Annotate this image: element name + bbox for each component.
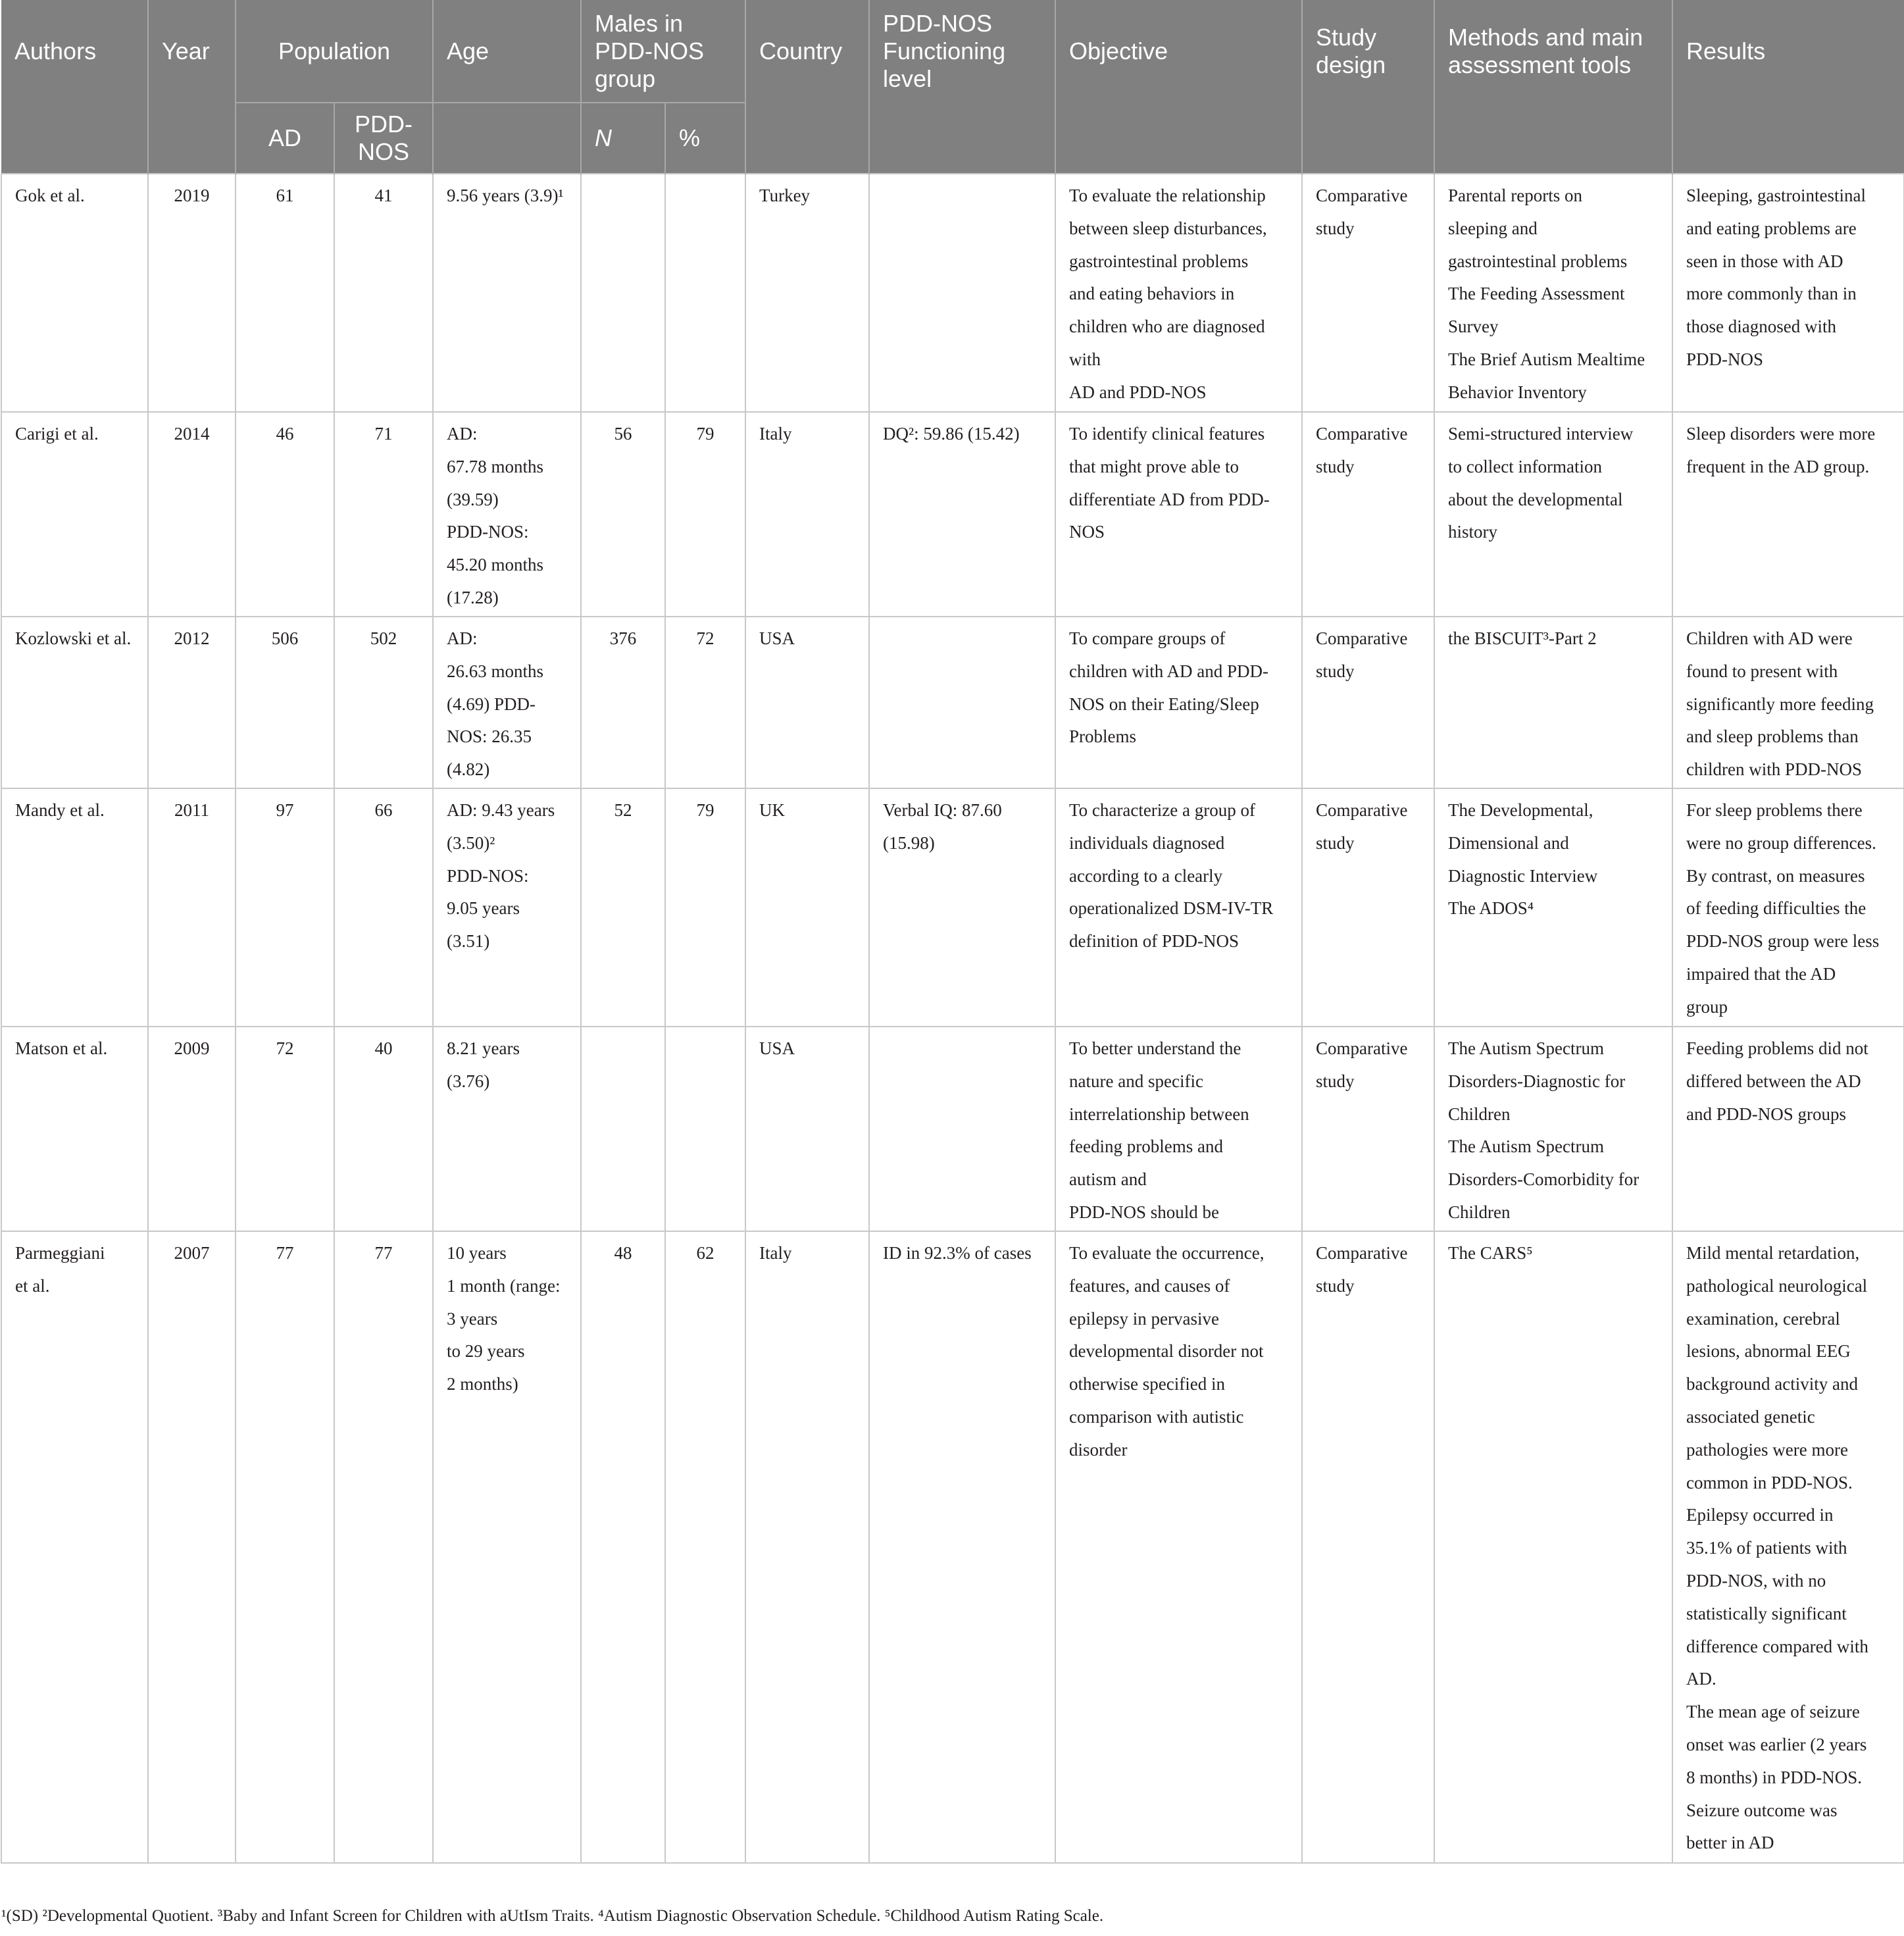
header-authors-box — [14, 0, 141, 103]
header-year-label: Year — [162, 38, 210, 64]
cell-country: UK — [745, 788, 869, 1027]
cell-population-ad: 61 — [236, 174, 334, 412]
cell-methods: Semi-structured interview to collect information about the developmental history — [1434, 412, 1672, 617]
header-country — [745, 0, 869, 174]
table-footnote: ¹(SD) ²Developmental Quotient. ³Baby and Infant Screen for Children with aUtIsm Traits. ⁴Autism Diagnostic Observation Schedule. ⁵Childhood Autism Rating Scale. — [1, 1907, 1104, 1925]
header-year — [148, 0, 236, 174]
header-functioning-label: PDD-NOS Functioning level — [883, 10, 1006, 92]
header-functioning — [869, 0, 1055, 174]
header-year-box — [162, 0, 228, 103]
cell-males-n: 376 — [581, 617, 665, 788]
header-row-primary — [1, 0, 1904, 103]
header-results-box — [1686, 0, 1897, 103]
cell-males-n: 48 — [581, 1231, 665, 1863]
cell-authors: Kozlowski et al. — [1, 617, 148, 788]
header-results-label: Results — [1686, 38, 1766, 64]
table-row — [1, 1231, 1904, 1863]
cell-males-pct: 72 — [665, 617, 745, 788]
cell-authors: Carigi et al. — [1, 412, 148, 617]
header-males: Males in PDD-NOS group — [581, 0, 745, 103]
cell-age: 9.56 years (3.9)¹ — [433, 174, 581, 412]
cell-males-pct: 79 — [665, 412, 745, 617]
cell-year: 2012 — [148, 617, 236, 788]
header-population: Population — [236, 0, 433, 103]
cell-males-pct: 79 — [665, 788, 745, 1027]
cell-country: Italy — [745, 1231, 869, 1863]
header-methods-label: Methods and main assessment tools — [1448, 24, 1643, 78]
cell-year: 2014 — [148, 412, 236, 617]
header-age: Age — [433, 0, 581, 103]
cell-methods: The Autism Spectrum Disorders-Diagnostic for Children The Autism Spectrum Disorders-Comorbidity for Children — [1434, 1027, 1672, 1231]
cell-authors: Parmeggiani et al. — [1, 1231, 148, 1863]
cell-authors: Gok et al. — [1, 174, 148, 412]
cell-age: AD: 26.63 months (4.69) PDD- NOS: 26.35 (4.82) — [433, 617, 581, 788]
header-study-design-box — [1316, 0, 1427, 103]
cell-methods: the BISCUIT³-Part 2 — [1434, 617, 1672, 788]
header-study-design — [1302, 0, 1434, 174]
cell-country: USA — [745, 617, 869, 788]
header-results — [1672, 0, 1904, 174]
cell-country: Italy — [745, 412, 869, 617]
cell-males-n — [581, 174, 665, 412]
header-study-design-label: Study design — [1316, 24, 1386, 78]
header-sub-pdd-nos: PDD- NOS — [334, 103, 433, 174]
cell-country: USA — [745, 1027, 869, 1231]
cell-population-pdd-nos: 77 — [334, 1231, 433, 1863]
cell-population-pdd-nos: 66 — [334, 788, 433, 1027]
cell-age: 8.21 years (3.76) — [433, 1027, 581, 1231]
cell-study-design: Comparative study — [1302, 412, 1434, 617]
cell-year: 2011 — [148, 788, 236, 1027]
cell-objective: To characterize a group of individuals diagnosed according to a clearly operationalized DSM-IV-TR definition of PDD-NOS — [1055, 788, 1302, 1027]
header-authors — [1, 0, 148, 174]
cell-age: AD: 9.43 years (3.50)² PDD-NOS: 9.05 years (3.51) — [433, 788, 581, 1027]
cell-males-pct — [665, 1027, 745, 1231]
cell-year: 2009 — [148, 1027, 236, 1231]
cell-males-n: 56 — [581, 412, 665, 617]
header-country-box — [759, 0, 862, 103]
cell-methods: The CARS⁵ — [1434, 1231, 1672, 1863]
cell-population-pdd-nos: 40 — [334, 1027, 433, 1231]
cell-authors: Mandy et al. — [1, 788, 148, 1027]
cell-authors: Matson et al. — [1, 1027, 148, 1231]
cell-population-ad: 506 — [236, 617, 334, 788]
cell-males-pct — [665, 174, 745, 412]
cell-study-design: Comparative study — [1302, 1231, 1434, 1863]
cell-objective: To better understand the nature and specific interrelationship between feeding problems and autism and PDD-NOS should be — [1055, 1027, 1302, 1231]
cell-population-pdd-nos: 71 — [334, 412, 433, 617]
cell-study-design: Comparative study — [1302, 1027, 1434, 1231]
cell-methods: Parental reports on sleeping and gastrointestinal problems The Feeding Assessment Survey The Brief Autism Mealtime Behavior Inventory — [1434, 174, 1672, 412]
header-objective — [1055, 0, 1302, 174]
header-sub-n-label: N — [595, 124, 613, 151]
cell-males-pct: 62 — [665, 1231, 745, 1863]
cell-functioning: ID in 92.3% of cases — [869, 1231, 1055, 1863]
cell-functioning — [869, 617, 1055, 788]
cell-population-ad: 77 — [236, 1231, 334, 1863]
table-row — [1, 412, 1904, 617]
header-sub-ad: AD — [236, 103, 334, 174]
cell-country: Turkey — [745, 174, 869, 412]
table-row — [1, 617, 1904, 788]
header-sub-age-empty — [433, 103, 581, 174]
cell-functioning: DQ²: 59.86 (15.42) — [869, 412, 1055, 617]
cell-year: 2007 — [148, 1231, 236, 1863]
cell-results: Children with AD were found to present with significantly more feeding and sleep problems than children with PDD-NOS — [1672, 617, 1904, 788]
cell-study-design: Comparative study — [1302, 174, 1434, 412]
cell-results: Sleep disorders were more frequent in the AD group. — [1672, 412, 1904, 617]
table-row — [1, 174, 1904, 412]
cell-study-design: Comparative study — [1302, 617, 1434, 788]
cell-functioning — [869, 174, 1055, 412]
cell-males-n: 52 — [581, 788, 665, 1027]
cell-year: 2019 — [148, 174, 236, 412]
cell-results: Sleeping, gastrointestinal and eating problems are seen in those with AD more commonly than in those diagnosed with PDD-NOS — [1672, 174, 1904, 412]
cell-population-ad: 72 — [236, 1027, 334, 1231]
header-methods-box — [1448, 0, 1665, 103]
cell-functioning — [869, 1027, 1055, 1231]
header-country-label: Country — [759, 38, 843, 64]
cell-methods: The Developmental, Dimensional and Diagnostic Interview The ADOS⁴ — [1434, 788, 1672, 1027]
header-objective-box — [1069, 0, 1295, 103]
header-functioning-box — [883, 0, 1048, 103]
cell-results: For sleep problems there were no group differences. By contrast, on measures of feeding difficulties the PDD-NOS group were less impaired that the AD group — [1672, 788, 1904, 1027]
cell-functioning: Verbal IQ: 87.60 (15.98) — [869, 788, 1055, 1027]
cell-results: Feeding problems did not differed between the AD and PDD-NOS groups — [1672, 1027, 1904, 1231]
study-table — [1, 0, 1904, 1864]
cell-objective: To identify clinical features that might prove able to differentiate AD from PDD- NOS — [1055, 412, 1302, 617]
cell-males-n — [581, 1027, 665, 1231]
cell-population-ad: 97 — [236, 788, 334, 1027]
cell-study-design: Comparative study — [1302, 788, 1434, 1027]
header-objective-label: Objective — [1069, 38, 1168, 64]
table-row — [1, 788, 1904, 1027]
header-methods — [1434, 0, 1672, 174]
cell-objective: To compare groups of children with AD and PDD- NOS on their Eating/Sleep Problems — [1055, 617, 1302, 788]
cell-population-pdd-nos: 502 — [334, 617, 433, 788]
cell-objective: To evaluate the occurrence, features, and causes of epilepsy in pervasive developmental disorder not otherwise specified in comparison with autistic disorder — [1055, 1231, 1302, 1863]
header-sub-pct: % — [665, 103, 745, 174]
header-sub-n — [581, 103, 665, 174]
cell-age: 10 years 1 month (range: 3 years to 29 years 2 months) — [433, 1231, 581, 1863]
cell-age: AD: 67.78 months (39.59) PDD-NOS: 45.20 months (17.28) — [433, 412, 581, 617]
cell-population-pdd-nos: 41 — [334, 174, 433, 412]
header-authors-label: Authors — [14, 38, 97, 64]
cell-objective: To evaluate the relationship between sleep disturbances, gastrointestinal problems and eating behaviors in children who are diagnosed with AD and PDD-NOS — [1055, 174, 1302, 412]
cell-results: Mild mental retardation, pathological neurological examination, cerebral lesions, abnormal EEG background activity and associated genetic pathologies were more common in PDD-NOS. Epilepsy occurred in 35.1% of patients with PDD-NOS, with no statistically significant difference compared with AD. The mean age of seizure onset was earlier (2 years 8 months) in PDD-NOS. Seizure outcome was better in AD — [1672, 1231, 1904, 1863]
table-row — [1, 1027, 1904, 1231]
cell-population-ad: 46 — [236, 412, 334, 617]
